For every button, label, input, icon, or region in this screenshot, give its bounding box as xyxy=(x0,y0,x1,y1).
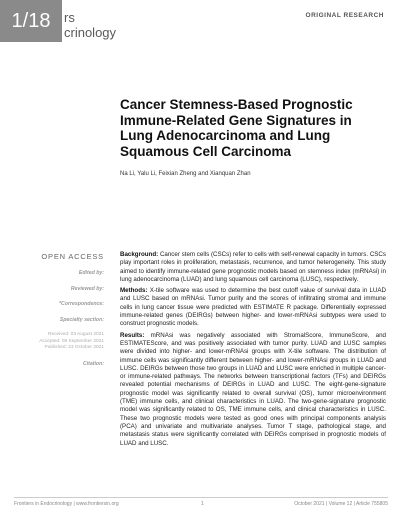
footer-page-number: 1 xyxy=(201,501,204,507)
article-authors: Na Li, Yalu Li, Feixian Zheng and Xianquan Zhan xyxy=(120,171,251,177)
published-date: Published: 23 October 2021 xyxy=(44,345,104,350)
abstract-methods-label: Methods: xyxy=(120,287,148,295)
open-access-label: OPEN ACCESS xyxy=(41,252,104,261)
article-header-meta xyxy=(306,12,384,19)
abstract-background xyxy=(120,251,386,284)
article-left-column xyxy=(14,252,104,367)
specialty-section-heading: Specialty section: xyxy=(59,316,104,323)
journal-name-line2: crinology xyxy=(64,25,117,40)
specialty-section-block xyxy=(14,317,104,324)
abstract-methods xyxy=(120,287,386,328)
abstract-background-label: Background: xyxy=(120,251,159,258)
received-date: Received: 03 August 2021 xyxy=(47,332,104,337)
accepted-date: Accepted: 08 September 2021 xyxy=(39,338,104,344)
journal-name-line1: rs xyxy=(64,10,75,25)
abstract xyxy=(120,251,386,451)
abstract-results-text: mRNAsi was negatively associated with StromalScore, ImmuneScore, and ESTIMATEScore, and was positively associated with tumor purity. LUAD and LUSC samples were divided into higher- and lower-mRNAsi groups with X-tile software. The distribution of immune cells was significantly different between higher- and lower-mRNAsi groups in LUAD and LUSC. DEIRGs between those two groups in LUAD and LUSC were enriched in multiple cancer- or immune-related pathways. The networks between transcriptional factors (TFs) and DEIRGs revealed potential mechanisms of DEIRGs in LUAD and LUSC. The eight-gene-signature prognostic model was significantly related to overall survival (OS), tumor microenvironment (TME) immune cells, and clinical characteristics in LUAD. The two-gene-signature prognostic model was significantly related to OS, TME immune cells, and clinical characteristics in LUSC. These two prognostic models were tested as good ones with principal components analysis (PCA) and univariate and multivariate analyses. Tumor T stage, pathological stage, and metastasis status were significantly correlated with DEIRGs comprised in prognostic models of LUAD and LUSC. xyxy=(120,331,386,447)
correspondence-block xyxy=(14,301,104,308)
footer-journal: Frontiers in Endocrinology | www.frontiersin.org xyxy=(14,501,119,507)
correspondence-heading: *Correspondence: xyxy=(59,301,104,307)
reviewed-by-block xyxy=(14,286,104,293)
page-footer xyxy=(14,497,388,508)
citation-block xyxy=(14,361,104,368)
abstract-results xyxy=(120,332,386,448)
abstract-background-text: Cancer stem cells (CSCs) refer to cells with self-renewal capacity in tumors. CSCs play important roles in proliferation, metastasis, recurrence, and tumor heterogeneity. This study aimed to identify immune-related gene prognostic models based on stemness index (mRNAsi) in lung adenocarcinoma (LUAD) and lung squamous cell carcinoma (LUSC), respectively. xyxy=(120,251,386,283)
article-type: ORIGINAL RESEARCH xyxy=(305,12,384,19)
journal-name xyxy=(64,10,116,40)
citation-heading: Citation: xyxy=(82,360,104,367)
abstract-results-label: Results: xyxy=(120,331,145,339)
dates-block xyxy=(14,332,104,352)
article-title: Cancer Stemness-Based Prognostic Immune-Related Gene Signatures in Lung Adenocarcinoma and Lung Squamous Cell Carcinoma xyxy=(120,97,353,159)
edited-by-heading: Edited by: xyxy=(78,270,104,276)
abstract-methods-text: X-tile software was used to determine the best cutoff value of survival data in LUAD and LUSC based on mRNAsi. Tumor purity and the scores of infiltrating stromal and immune cells in lung cancer tissue were predicted with ESTIMATE R package. Differentially expressed immune-related genes (DEIRGs) between higher- and lower-mRNAsi subtypes were used to construct prognostic models. xyxy=(120,287,386,328)
edited-by-block xyxy=(14,270,104,277)
reviewed-by-heading: Reviewed by: xyxy=(70,285,104,292)
footer-volume: October 2021 | Volume 12 | Article 755805 xyxy=(294,501,388,507)
page-indicator[interactable]: 1/18 xyxy=(0,0,62,42)
